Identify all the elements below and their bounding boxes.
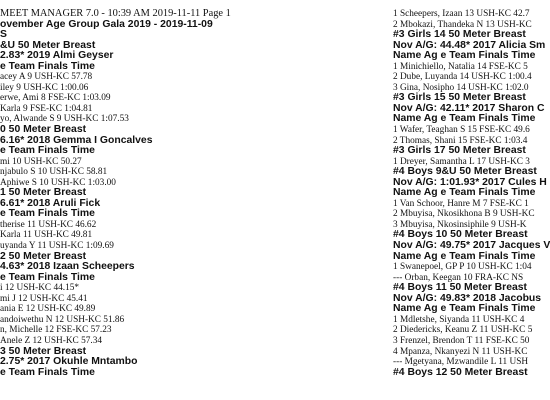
heading-line: MEET MANAGER 7.0 - 10:39 AM 2019-11-11 Page 1 (0, 8, 231, 19)
result-line: 2 Mbokazi, Thandeka N 13 USH-KC (393, 19, 532, 30)
result-line: 2 Diedericks, Keanu Z 11 USH-KC 5 (393, 325, 533, 336)
result-line: uyanda Y 11 USH-KC 1:09.69 (0, 241, 114, 252)
heading-line: #4 Boys 11 50 Meter Breast (393, 282, 528, 294)
result-line: 1 Dreyer, Samantha L 17 USH-KC 3 (393, 156, 530, 167)
result-line: ania E 12 USH-KC 49.89 (0, 304, 96, 315)
result-line: 1 Van Schoor, Hanre M 7 FSE-KC 1 (393, 198, 529, 209)
heading-line: S (0, 29, 7, 41)
result-line: n, Michelle 12 FSE-KC 57.23 (0, 325, 112, 336)
result-line: andoiwethu N 12 USH-KC 51.86 (0, 314, 125, 325)
result-line: 3 Mbuyisa, Nkosinsiphile 9 USH-K (393, 219, 527, 230)
result-line: 2 Mbuyisa, Nkosikhona B 9 USH-KC (393, 209, 535, 220)
result-line: 4 Mpanza, Nkanyezi N 11 USH-KC (393, 346, 528, 357)
heading-line: #4 Boys 9&U 50 Meter Breast (393, 166, 537, 178)
result-line: 1 Mdletshe, Siyanda 11 USH-KC 4 (393, 314, 525, 325)
heading-line: &U 50 Meter Breast (0, 39, 96, 51)
heading-line: Nov A/G: 1:01.93* 2017 Cules H (393, 176, 547, 188)
heading-line: 6.61* 2018 Aruli Fick (0, 197, 101, 209)
result-line: Karla 11 USH-KC 49.81 (0, 230, 93, 241)
heading-line: 0 50 Meter Breast (0, 124, 87, 136)
heading-line: Nov A/G: 49.75* 2017 Jacques V (393, 240, 550, 252)
heading-line: Name Ag e Team Finals Time (393, 303, 536, 315)
heading-line: 1 50 Meter Breast (0, 187, 87, 199)
result-line: iley 9 USH-KC 1:00.06 (0, 82, 89, 93)
heading-line: Name Ag e Team Finals Time (393, 113, 536, 125)
result-line: 2 Thomas, Shani 15 FSE-KC 1:03.4 (393, 135, 528, 146)
heading-line: #4 Boys 12 50 Meter Breast (393, 366, 528, 378)
result-line: 1 Scheepers, Izaan 13 USH-KC 42.7 (393, 9, 530, 19)
result-line: Anele Z 12 USH-KC 57.34 (0, 335, 102, 346)
result-line: 1 Swanepoel, GP P 10 USH-KC 1:04 (393, 262, 532, 273)
result-line: --- Orban, Keegan 10 FRA-KC NS (393, 272, 524, 283)
result-line: erwe, Ami 8 FSE-KC 1:03.09 (0, 93, 111, 104)
heading-line: ovember Age Group Gala 2019 - 2019-11-09 (0, 18, 213, 30)
heading-line: Name Ag e Team Finals Time (393, 187, 536, 199)
heading-line: 6.16* 2018 Gemma I Goncalves (0, 134, 153, 146)
result-line: 1 Minichiello, Natalia 14 FSE-KC 5 (393, 61, 528, 72)
right-column (393, 9, 550, 378)
result-line: 1 Wafer, Teaghan S 15 FSE-KC 49.6 (393, 125, 530, 136)
heading-line: Name Ag e Team Finals Time (393, 250, 536, 262)
result-line: 2 Dube, Luyanda 14 USH-KC 1:00.4 (393, 72, 532, 83)
result-line: therise 11 USH-KC 46.62 (0, 219, 97, 230)
heading-line: Nov A/G: 42.11* 2017 Sharon C (393, 102, 545, 114)
result-line: Karla 9 FSE-KC 1:04.81 (0, 103, 93, 114)
heading-line: Nov A/G: 44.48* 2017 Alicia Sm (393, 39, 546, 51)
heading-line: 4.63* 2018 Izaan Scheepers (0, 261, 135, 273)
heading-line: 2 50 Meter Breast (0, 250, 87, 262)
heading-line: e Team Finals Time (0, 271, 95, 283)
result-line: 3 Frenzel, Brendon T 11 FSE-KC 50 (393, 335, 530, 346)
result-line: i 12 USH-KC 44.15* (0, 283, 80, 294)
heading-line: 3 50 Meter Breast (0, 345, 87, 357)
heading-line: 2.83* 2019 Almi Geyser (0, 50, 114, 62)
result-line: njabulo S 10 USH-KC 58.81 (0, 167, 108, 178)
heading-line: e Team Finals Time (0, 366, 95, 378)
heading-line: #4 Boys 10 50 Meter Breast (393, 229, 528, 241)
heading-line: 2.75* 2017 Okuhle Mntambo (0, 356, 138, 368)
result-line: 3 Gina, Nosipho 14 USH-KC 1:02.0 (393, 82, 529, 93)
heading-line: Nov A/G: 49.83* 2018 Jacobus (393, 292, 542, 304)
heading-line: #3 Girls 14 50 Meter Breast (393, 29, 526, 41)
result-line: --- Mgetyana, Mzwandile L 11 USH (393, 357, 529, 368)
heading-line: Name Ag e Team Finals Time (393, 50, 536, 62)
left-column (0, 9, 290, 378)
heading-line: #3 Girls 15 50 Meter Breast (393, 92, 526, 104)
result-line: mi 10 USH-KC 50.27 (0, 156, 82, 167)
heading-line: #3 Girls 17 50 Meter Breast (393, 145, 526, 157)
result-line: mi J 12 USH-KC 45.41 (0, 293, 88, 304)
result-line: Aphiwe S 10 USH-KC 1:03.00 (0, 177, 116, 188)
heading-line: e Team Finals Time (0, 145, 95, 157)
heading-line: e Team Finals Time (0, 60, 95, 72)
result-line: yo, Alwande S 9 USH-KC 1:07.53 (0, 114, 129, 125)
result-line: acey A 9 USH-KC 57.78 (0, 72, 93, 83)
heading-line: e Team Finals Time (0, 208, 95, 220)
